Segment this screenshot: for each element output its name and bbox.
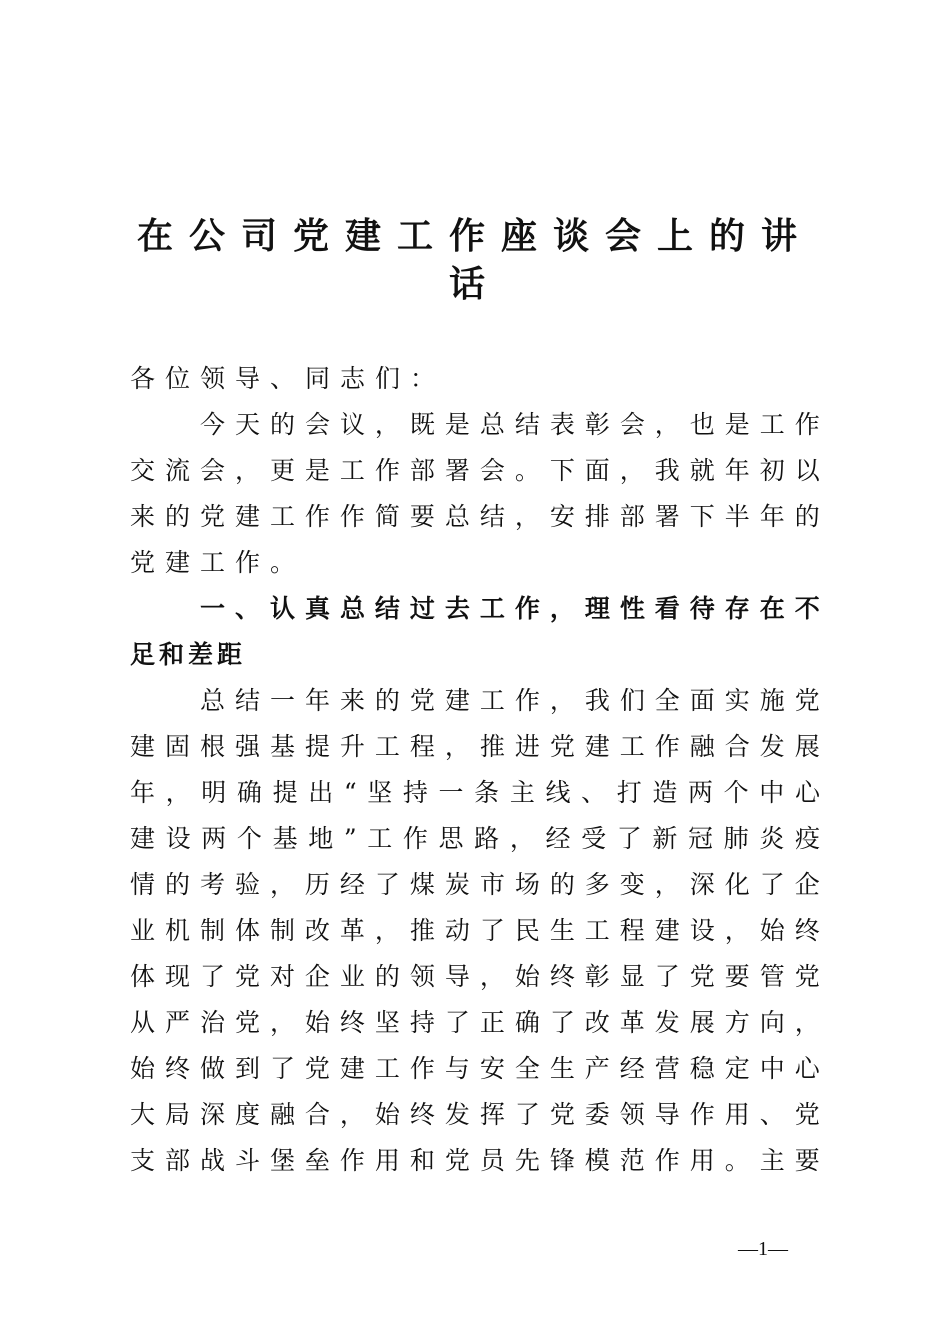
paragraph-line: 情 的 考 验 ， 历 经 了 煤 炭 市 场 的 多 变 ， 深 化 了 企	[130, 870, 820, 899]
paragraph-line: 建 设 两 个 基 地 ” 工 作 思 路 ， 经 受 了 新 冠 肺 炎 疫	[130, 824, 820, 853]
paragraph-line: 今 天 的 会 议 ， 既 是 总 结 表 彰 会 ， 也 是 工 作	[200, 410, 820, 439]
document-title-line-1: 在公司党建工作座谈会上的讲	[136, 216, 813, 257]
section-heading-line: 一 、 认 真 总 结 过 去 工 作 ， 理 性 看 待 存 在 不	[200, 594, 820, 623]
paragraph-line: 业 机 制 体 制 改 革 ， 推 动 了 民 生 工 程 建 设 ， 始 终	[130, 916, 820, 945]
paragraph-line: 始 终 做 到 了 党 建 工 作 与 安 全 生 产 经 营 稳 定 中 心	[130, 1054, 820, 1083]
page-number: —1—	[738, 1238, 788, 1260]
paragraph-line: 交 流 会 ， 更 是 工 作 部 署 会 。 下 面 ， 我 就 年 初 以	[130, 456, 820, 485]
paragraph-line: 党建工作。	[130, 548, 306, 577]
paragraph-line: 大 局 深 度 融 合 ， 始 终 发 挥 了 党 委 领 导 作 用 、 党	[130, 1100, 820, 1129]
paragraph-line: 来 的 党 建 工 作 作 简 要 总 结 ， 安 排 部 署 下 半 年 的	[130, 502, 820, 531]
salutation: 各位领导、同志们：	[130, 364, 446, 393]
paragraph-line: 支 部 战 斗 堡 垒 作 用 和 党 员 先 锋 模 范 作 用 。 主 要	[130, 1146, 820, 1175]
section-heading-line: 足和差距	[130, 640, 247, 669]
paragraph-line: 体 现 了 党 对 企 业 的 领 导 ， 始 终 彰 显 了 党 要 管 党	[130, 962, 820, 991]
paragraph-line: 总 结 一 年 来 的 党 建 工 作 ， 我 们 全 面 实 施 党	[200, 686, 820, 715]
paragraph-line: 建 固 根 强 基 提 升 工 程 ， 推 进 党 建 工 作 融 合 发 展	[130, 732, 820, 761]
paragraph-line: 从 严 治 党 ， 始 终 坚 持 了 正 确 了 改 革 发 展 方 向 ，	[130, 1008, 820, 1037]
paragraph-line: 年 ， 明 确 提 出 “ 坚 持 一 条 主 线 、 打 造 两 个 中 心	[130, 778, 820, 807]
document-title-line-2: 话	[448, 264, 501, 305]
